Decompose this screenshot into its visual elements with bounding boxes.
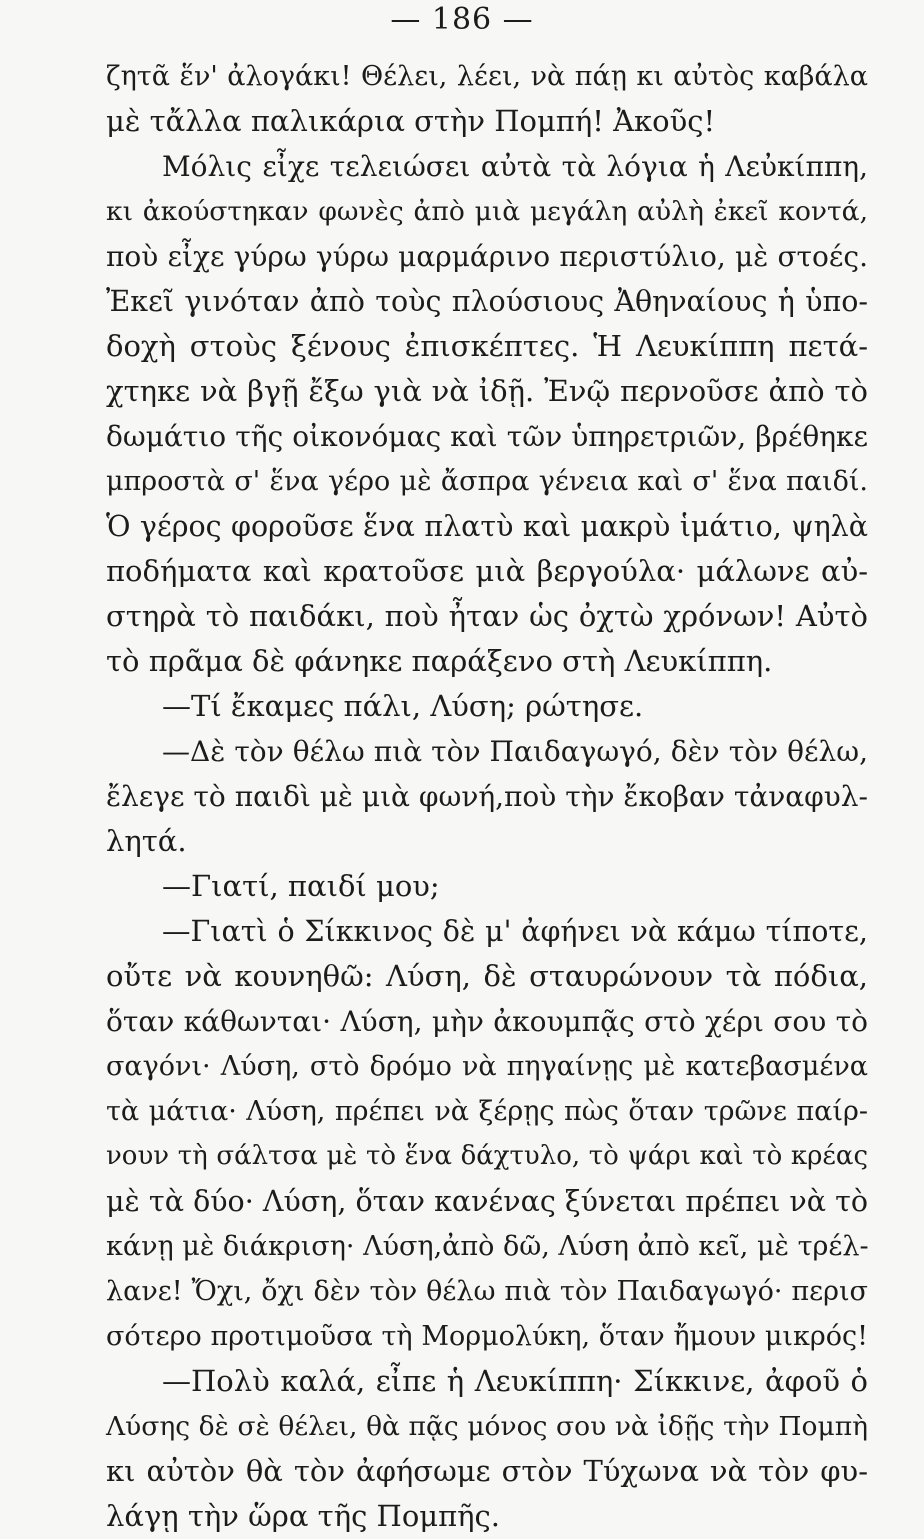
text-line: ποὺ εἶχε γύρω γύρω μαρμάρινο περιστύλιο, μὲ στοές. — [106, 240, 868, 273]
text-line: λάγῃ τὴν ὥρα τῆς Πομπῆς. — [106, 1499, 501, 1533]
text-line: κι αὐτὸν θὰ τὸν ἀφήσωμε στὸν Τύχωνα νὰ τὸν φυ- — [106, 1454, 868, 1488]
text-line: τὸ πρᾶμα δὲ φάνηκε παράξενο στὴ Λευκίππη. — [106, 644, 773, 678]
text-line: Ὁ γέρος φοροῦσε ἕνα πλατὺ καὶ μακρὺ ἱμάτιο, ψηλὰ — [106, 510, 868, 543]
text-line: —Γιατί, παιδί μου; — [162, 869, 440, 903]
text-line: δωμάτιο τῆς οἰκονόμας καὶ τῶν ὑπηρετριῶν, βρέθηκε — [106, 420, 868, 453]
text-line: —Γιατὶ ὁ Σίκκινος δὲ μ' ἀφήνει νὰ κάμω τίποτε, — [162, 915, 868, 948]
text-line: —Πολὺ καλά, εἶπε ἡ Λευκίππη· Σίκκινε, ἀφοῦ ὁ — [162, 1364, 868, 1398]
text-line: —Τί ἔκαμες πάλι, Λύση; ρώτησε. — [162, 689, 644, 723]
text-line: μὲ τὰ δύο· Λύση, ὅταν κανένας ξύνεται πρέπει νὰ τὸ — [106, 1185, 868, 1218]
text-line: τὰ μάτια· Λύση, πρέπει νὰ ξέρῃς πὼς ὅταν τρῶνε παίρ- — [106, 1096, 868, 1127]
text-line: κάνῃ μὲ διάκριση· Λύση,ἀπὸ δῶ, Λύση ἀπὸ κεῖ, μὲ τρέλ- — [106, 1231, 869, 1262]
text-line: ζητᾶ ἕν' ἀλογάκι! Θέλει, λέει, νὰ πάῃ κι αὐτὸς καβάλα — [106, 61, 868, 92]
text-line: ὅταν κάθωνται· Λύση, μὴν ἀκουμπᾷς στὸ χέρι σου τὸ — [106, 1005, 868, 1038]
text-line: δοχὴ στοὺς ξένους ἐπισκέπτες. Ἡ Λευκίππη πετά- — [106, 329, 868, 363]
text-line: λητά. — [106, 824, 187, 858]
body-text — [106, 54, 868, 1539]
page-number: — 186 — — [390, 2, 534, 37]
text-line: ποδήματα καὶ κρατοῦσε μιὰ βεργούλα· μάλωνε αὐ- — [106, 554, 868, 588]
text-line: λανε! Ὄχι, ὄχι δὲν τὸν θέλω πιὰ τὸν Παιδαγωγό· περισ — [106, 1276, 868, 1307]
text-line: ἔλεγε τὸ παιδὶ μὲ μιὰ φωνή,ποὺ τὴν ἔκοβαν τἀναφυλ- — [106, 780, 868, 813]
text-line: οὔτε νὰ κουνηθῶ: Λύση, δὲ σταυρώνουν τὰ πόδια, — [106, 959, 868, 993]
text-line: Μόλις εἶχε τελειώσει αὐτὰ τὰ λόγια ἡ Λεὐκίππη, — [162, 150, 868, 183]
text-line: σότερο προτιμοῦσα τὴ Μορμολύκη, ὅταν ἤμουν μικρός! — [106, 1321, 868, 1352]
text-line: στηρὰ τὸ παιδάκι, ποὺ ἦταν ὡς ὀχτὼ χρόνων! Αὐτὸ — [106, 599, 868, 633]
text-line: κι ἀκούστηκαν φωνὲς ἀπὸ μιὰ μεγάλη αὐλὴ ἐκεῖ κοντά, — [106, 196, 868, 227]
text-line: Λύσης δὲ σὲ θέλει, θὰ πᾷς μόνος σου νὰ ἰδῇς τὴν Πομπὴ — [106, 1411, 868, 1442]
text-line: νουν τὴ σάλτσα μὲ τὸ ἕνα δάχτυλο, τὸ ψάρι καὶ τὸ κρέας — [106, 1141, 868, 1171]
text-line: Ἐκεῖ γινόταν ἀπὸ τοὺς πλούσιους Ἀθηναίους ἡ ὑπο- — [106, 285, 868, 318]
text-line: —Δὲ τὸν θέλω πιὰ τὸν Παιδαγωγό, δὲν τὸν θέλω, — [162, 735, 868, 768]
text-line: σαγόνι· Λύση, στὸ δρόμο νὰ πηγαίνῃς μὲ κατεβασμένα — [106, 1051, 868, 1082]
text-line: μὲ τἄλλα παλικάρια στὴν Πομπή! Ἀκοῦς! — [106, 104, 716, 138]
text-line: χτηκε νὰ βγῇ ἔξω γιὰ νὰ ἰδῇ. Ἐνῷ περνοῦσε ἀπὸ τὸ — [106, 374, 868, 408]
text-line: μπροστὰ σ' ἕνα γέρο μὲ ἄσπρα γένεια καὶ σ' ἕνα παιδί. — [106, 466, 868, 497]
